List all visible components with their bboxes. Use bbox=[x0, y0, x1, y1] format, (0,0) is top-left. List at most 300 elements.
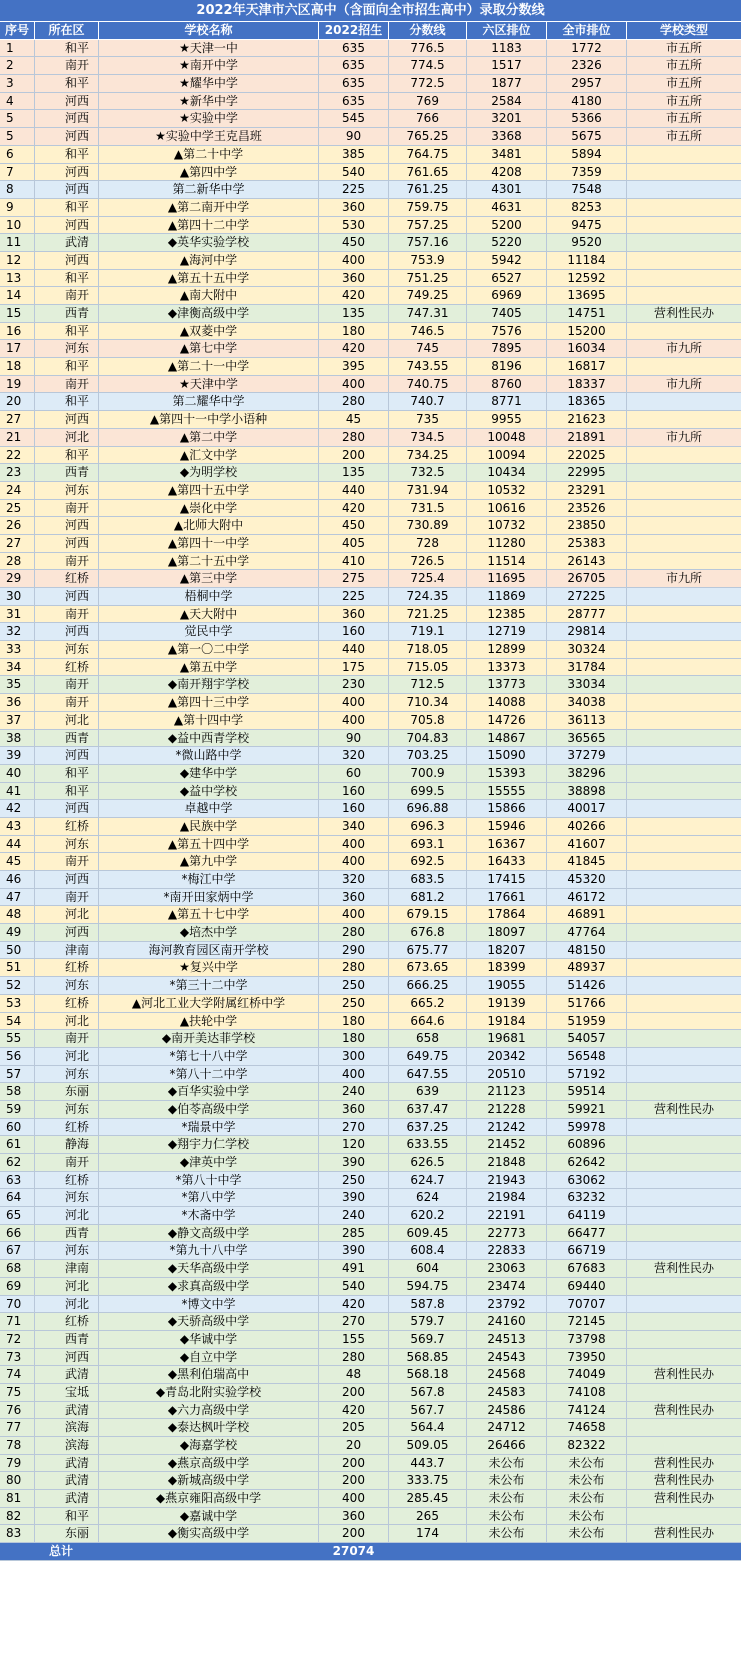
enrollment: 155 bbox=[319, 1331, 389, 1348]
district: 河西 bbox=[35, 93, 99, 110]
row-number: 65 bbox=[0, 1207, 35, 1224]
cutoff-score: 609.45 bbox=[389, 1225, 467, 1242]
city-rank: 40017 bbox=[547, 800, 627, 817]
table-row bbox=[0, 1189, 741, 1207]
table-row bbox=[0, 110, 741, 128]
six-district-rank: 14726 bbox=[467, 712, 547, 729]
school-type bbox=[627, 1419, 741, 1436]
city-rank: 14751 bbox=[547, 305, 627, 322]
district: 河北 bbox=[35, 1207, 99, 1224]
cutoff-score: 608.4 bbox=[389, 1242, 467, 1259]
table-row bbox=[0, 535, 741, 553]
enrollment: 420 bbox=[319, 1296, 389, 1313]
district: 和平 bbox=[35, 1508, 99, 1525]
table-row bbox=[0, 517, 741, 535]
district: 河东 bbox=[35, 482, 99, 499]
row-number: 42 bbox=[0, 800, 35, 817]
school-name: ▲民族中学 bbox=[99, 818, 319, 835]
school-name: ◆津衡高级中学 bbox=[99, 305, 319, 322]
enrollment: 440 bbox=[319, 641, 389, 658]
enrollment: 450 bbox=[319, 517, 389, 534]
six-district-rank: 未公布 bbox=[467, 1455, 547, 1472]
row-number: 66 bbox=[0, 1225, 35, 1242]
enrollment: 635 bbox=[319, 57, 389, 74]
six-district-rank: 12719 bbox=[467, 623, 547, 640]
cutoff-score: 730.89 bbox=[389, 517, 467, 534]
cutoff-score: 764.75 bbox=[389, 146, 467, 163]
row-number: 23 bbox=[0, 464, 35, 481]
row-number: 38 bbox=[0, 730, 35, 747]
enrollment: 240 bbox=[319, 1083, 389, 1100]
city-rank: 70707 bbox=[547, 1296, 627, 1313]
school-name: ▲第七中学 bbox=[99, 340, 319, 357]
table-row bbox=[0, 676, 741, 694]
header-cell: 2022招生 bbox=[319, 22, 389, 39]
district: 南开 bbox=[35, 694, 99, 711]
table-row bbox=[0, 447, 741, 465]
school-name: ▲第二十一中学 bbox=[99, 358, 319, 375]
city-rank: 23291 bbox=[547, 482, 627, 499]
cutoff-score: 658 bbox=[389, 1030, 467, 1047]
enrollment: 410 bbox=[319, 553, 389, 570]
city-rank: 26143 bbox=[547, 553, 627, 570]
city-rank: 41845 bbox=[547, 853, 627, 870]
row-number: 27 bbox=[0, 535, 35, 552]
enrollment: 200 bbox=[319, 1525, 389, 1542]
six-district-rank: 未公布 bbox=[467, 1525, 547, 1542]
enrollment: 225 bbox=[319, 588, 389, 605]
cutoff-score: 757.25 bbox=[389, 217, 467, 234]
six-district-rank: 8771 bbox=[467, 393, 547, 410]
row-number: 15 bbox=[0, 305, 35, 322]
district: 河东 bbox=[35, 641, 99, 658]
row-number: 45 bbox=[0, 853, 35, 870]
cutoff-score: 703.25 bbox=[389, 747, 467, 764]
school-name: ◆海嘉学校 bbox=[99, 1437, 319, 1454]
city-rank: 未公布 bbox=[547, 1455, 627, 1472]
city-rank: 37279 bbox=[547, 747, 627, 764]
district: 河西 bbox=[35, 252, 99, 269]
cutoff-score: 776.5 bbox=[389, 40, 467, 57]
district: 河东 bbox=[35, 1242, 99, 1259]
school-type bbox=[627, 535, 741, 552]
enrollment: 400 bbox=[319, 836, 389, 853]
enrollment: 360 bbox=[319, 1508, 389, 1525]
district: 和平 bbox=[35, 270, 99, 287]
enrollment: 400 bbox=[319, 252, 389, 269]
six-district-rank: 21228 bbox=[467, 1101, 547, 1118]
six-district-rank: 17415 bbox=[467, 871, 547, 888]
row-number: 8 bbox=[0, 181, 35, 198]
school-name: ◆衡实高级中学 bbox=[99, 1525, 319, 1542]
school-type: 营利性民办 bbox=[653, 1491, 714, 1506]
row-number: 18 bbox=[0, 358, 35, 375]
row-number: 24 bbox=[0, 482, 35, 499]
district: 河东 bbox=[35, 836, 99, 853]
enrollment: 160 bbox=[319, 783, 389, 800]
six-district-rank: 10048 bbox=[467, 429, 547, 446]
school-type bbox=[627, 853, 741, 870]
six-district-rank: 6527 bbox=[467, 270, 547, 287]
school-name: ◆翔宇力仁学校 bbox=[99, 1136, 319, 1153]
six-district-rank: 22833 bbox=[467, 1242, 547, 1259]
city-rank: 34038 bbox=[547, 694, 627, 711]
table-row bbox=[0, 1030, 741, 1048]
enrollment: 420 bbox=[319, 500, 389, 517]
row-number: 31 bbox=[0, 606, 35, 623]
city-rank: 59978 bbox=[547, 1119, 627, 1136]
table-row bbox=[0, 977, 741, 995]
city-rank: 63232 bbox=[547, 1189, 627, 1206]
table-row bbox=[0, 1525, 741, 1543]
district: 津南 bbox=[35, 1260, 99, 1277]
cutoff-score: 774.5 bbox=[389, 57, 467, 74]
enrollment: 400 bbox=[319, 1490, 389, 1507]
table-row bbox=[0, 1490, 741, 1508]
district: 南开 bbox=[35, 606, 99, 623]
cutoff-score: 769 bbox=[389, 93, 467, 110]
row-number: 46 bbox=[0, 871, 35, 888]
district: 和平 bbox=[35, 765, 99, 782]
row-number: 80 bbox=[0, 1472, 35, 1489]
six-district-rank: 24568 bbox=[467, 1366, 547, 1383]
row-number: 30 bbox=[0, 588, 35, 605]
school-name: ▲第四十一中学小语种 bbox=[99, 411, 319, 428]
city-rank: 48150 bbox=[547, 942, 627, 959]
district: 武清 bbox=[35, 1472, 99, 1489]
table-row bbox=[0, 1455, 741, 1473]
row-number: 81 bbox=[0, 1490, 35, 1507]
district: 南开 bbox=[35, 57, 99, 74]
enrollment: 200 bbox=[319, 1455, 389, 1472]
enrollment: 491 bbox=[319, 1260, 389, 1277]
table-row bbox=[0, 1048, 741, 1066]
district: 武清 bbox=[35, 1490, 99, 1507]
school-type bbox=[627, 252, 741, 269]
cutoff-score: 265 bbox=[389, 1508, 467, 1525]
six-district-rank: 17864 bbox=[467, 906, 547, 923]
school-type bbox=[627, 1331, 741, 1348]
city-rank: 29814 bbox=[547, 623, 627, 640]
six-district-rank: 9955 bbox=[467, 411, 547, 428]
six-district-rank: 1877 bbox=[467, 75, 547, 92]
cutoff-score: 704.83 bbox=[389, 730, 467, 747]
six-district-rank: 24586 bbox=[467, 1402, 547, 1419]
enrollment: 320 bbox=[319, 747, 389, 764]
school-name: ★天津中学 bbox=[99, 376, 319, 393]
school-type bbox=[627, 1172, 741, 1189]
table-row bbox=[0, 429, 741, 447]
total-label: 总计 bbox=[35, 1543, 99, 1560]
table-row bbox=[0, 358, 741, 376]
school-name: ◆新城高级中学 bbox=[99, 1472, 319, 1489]
enrollment: 360 bbox=[319, 889, 389, 906]
cutoff-score: 757.16 bbox=[389, 234, 467, 251]
school-name: ▲第二南开中学 bbox=[99, 199, 319, 216]
six-district-rank: 24712 bbox=[467, 1419, 547, 1436]
school-type bbox=[627, 1066, 741, 1083]
school-type bbox=[627, 871, 741, 888]
cutoff-score: 740.7 bbox=[389, 393, 467, 410]
district: 武清 bbox=[35, 1402, 99, 1419]
cutoff-score: 587.8 bbox=[389, 1296, 467, 1313]
row-number: 16 bbox=[0, 323, 35, 340]
school-name: ◆六力高级中学 bbox=[99, 1402, 319, 1419]
table-row bbox=[0, 1384, 741, 1402]
six-district-rank: 6969 bbox=[467, 287, 547, 304]
school-name: *第八十中学 bbox=[99, 1172, 319, 1189]
school-type bbox=[627, 1437, 741, 1454]
school-type bbox=[627, 977, 741, 994]
enrollment: 280 bbox=[319, 959, 389, 976]
table-row bbox=[0, 765, 741, 783]
school-name: ▲双菱中学 bbox=[99, 323, 319, 340]
cutoff-score: 568.18 bbox=[389, 1366, 467, 1383]
enrollment: 360 bbox=[319, 1101, 389, 1118]
six-district-rank: 21123 bbox=[467, 1083, 547, 1100]
school-name: ▲第一〇二中学 bbox=[99, 641, 319, 658]
cutoff-score: 734.25 bbox=[389, 447, 467, 464]
enrollment: 360 bbox=[319, 270, 389, 287]
six-district-rank: 10094 bbox=[467, 447, 547, 464]
school-name: ◆为明学校 bbox=[99, 464, 319, 481]
school-name: ▲崇化中学 bbox=[99, 500, 319, 517]
district: 河西 bbox=[35, 747, 99, 764]
city-rank: 18337 bbox=[547, 376, 627, 393]
row-number: 58 bbox=[0, 1083, 35, 1100]
city-rank: 74658 bbox=[547, 1419, 627, 1436]
school-name: ▲第五十四中学 bbox=[99, 836, 319, 853]
city-rank: 12592 bbox=[547, 270, 627, 287]
school-name: ★耀华中学 bbox=[99, 75, 319, 92]
table-row bbox=[0, 942, 741, 960]
school-type bbox=[627, 659, 741, 676]
school-name: ▲北师大附中 bbox=[99, 517, 319, 534]
city-rank: 36565 bbox=[547, 730, 627, 747]
school-type: 营利性民办 bbox=[653, 1101, 714, 1116]
six-district-rank: 5220 bbox=[467, 234, 547, 251]
row-number: 21 bbox=[0, 429, 35, 446]
header-cell: 学校类型 bbox=[659, 23, 708, 37]
cutoff-score: 753.9 bbox=[389, 252, 467, 269]
six-district-rank: 7576 bbox=[467, 323, 547, 340]
school-name: ▲第二中学 bbox=[99, 429, 319, 446]
six-district-rank: 15866 bbox=[467, 800, 547, 817]
district: 河西 bbox=[35, 924, 99, 941]
district: 河西 bbox=[35, 181, 99, 198]
district: 河西 bbox=[35, 623, 99, 640]
city-rank: 66719 bbox=[547, 1242, 627, 1259]
cutoff-score: 568.85 bbox=[389, 1349, 467, 1366]
enrollment: 400 bbox=[319, 1066, 389, 1083]
enrollment: 160 bbox=[319, 800, 389, 817]
six-district-rank: 7895 bbox=[467, 340, 547, 357]
city-rank: 72145 bbox=[547, 1313, 627, 1330]
cutoff-score: 719.1 bbox=[389, 623, 467, 640]
enrollment: 400 bbox=[319, 376, 389, 393]
row-number: 1 bbox=[0, 40, 35, 57]
table-row bbox=[0, 1472, 741, 1490]
district: 和平 bbox=[35, 447, 99, 464]
row-number: 61 bbox=[0, 1136, 35, 1153]
school-name: 海河教育园区南开学校 bbox=[99, 942, 319, 959]
table-row bbox=[0, 889, 741, 907]
total-spacer bbox=[467, 1543, 547, 1560]
table-row bbox=[0, 659, 741, 677]
six-district-rank: 18399 bbox=[467, 959, 547, 976]
cutoff-score: 734.5 bbox=[389, 429, 467, 446]
district: 河西 bbox=[35, 217, 99, 234]
district: 东丽 bbox=[35, 1083, 99, 1100]
city-rank: 51766 bbox=[547, 995, 627, 1012]
row-number: 64 bbox=[0, 1189, 35, 1206]
district: 河西 bbox=[35, 110, 99, 127]
city-rank: 5366 bbox=[547, 110, 627, 127]
district: 武清 bbox=[35, 1455, 99, 1472]
school-name: ◆自立中学 bbox=[99, 1349, 319, 1366]
school-name: ▲第二十五中学 bbox=[99, 553, 319, 570]
row-number: 53 bbox=[0, 995, 35, 1012]
six-district-rank: 5200 bbox=[467, 217, 547, 234]
table-row bbox=[0, 641, 741, 659]
city-rank: 73798 bbox=[547, 1331, 627, 1348]
cutoff-score: 740.75 bbox=[389, 376, 467, 393]
district: 河北 bbox=[35, 1013, 99, 1030]
school-name: ◆益中西青学校 bbox=[99, 730, 319, 747]
district: 和平 bbox=[35, 393, 99, 410]
row-number: 32 bbox=[0, 623, 35, 640]
cutoff-score: 664.6 bbox=[389, 1013, 467, 1030]
six-district-rank: 4208 bbox=[467, 164, 547, 181]
row-number: 51 bbox=[0, 959, 35, 976]
school-name: ★南开中学 bbox=[99, 57, 319, 74]
school-type bbox=[627, 181, 741, 198]
district: 河北 bbox=[35, 1278, 99, 1295]
school-type bbox=[627, 730, 741, 747]
school-type bbox=[627, 641, 741, 658]
six-district-rank: 16433 bbox=[467, 853, 547, 870]
six-district-rank: 21452 bbox=[467, 1136, 547, 1153]
table-title: 2022年天津市六区高中（含面向全市招生高中）录取分数线 bbox=[0, 0, 741, 22]
row-number: 26 bbox=[0, 517, 35, 534]
city-rank: 未公布 bbox=[547, 1525, 627, 1542]
cutoff-score: 675.77 bbox=[389, 942, 467, 959]
cutoff-score: 761.65 bbox=[389, 164, 467, 181]
six-district-rank: 21984 bbox=[467, 1189, 547, 1206]
cutoff-score: 705.8 bbox=[389, 712, 467, 729]
row-number: 77 bbox=[0, 1419, 35, 1436]
school-type bbox=[627, 1083, 741, 1100]
city-rank: 41607 bbox=[547, 836, 627, 853]
row-number: 4 bbox=[0, 93, 35, 110]
school-name: ▲河北工业大学附属红桥中学 bbox=[99, 995, 319, 1012]
header-row bbox=[0, 22, 741, 40]
enrollment: 120 bbox=[319, 1136, 389, 1153]
district: 西青 bbox=[35, 1225, 99, 1242]
district: 西青 bbox=[35, 1331, 99, 1348]
district: 和平 bbox=[35, 783, 99, 800]
school-name: ▲汇文中学 bbox=[99, 447, 319, 464]
cutoff-score: 735 bbox=[389, 411, 467, 428]
district: 河西 bbox=[35, 128, 99, 145]
city-rank: 15200 bbox=[547, 323, 627, 340]
city-rank: 69440 bbox=[547, 1278, 627, 1295]
table-row bbox=[0, 393, 741, 411]
enrollment: 320 bbox=[319, 871, 389, 888]
city-rank: 5675 bbox=[547, 128, 627, 145]
row-number: 11 bbox=[0, 234, 35, 251]
table-row bbox=[0, 606, 741, 624]
cutoff-score: 673.65 bbox=[389, 959, 467, 976]
school-name: ◆静文高级中学 bbox=[99, 1225, 319, 1242]
row-number: 54 bbox=[0, 1013, 35, 1030]
table-row bbox=[0, 570, 741, 588]
school-type bbox=[627, 889, 741, 906]
row-number: 74 bbox=[0, 1366, 35, 1383]
enrollment: 420 bbox=[319, 1402, 389, 1419]
city-rank: 26705 bbox=[547, 570, 627, 587]
table-row bbox=[0, 730, 741, 748]
school-name: *南开田家炳中学 bbox=[99, 889, 319, 906]
table-row bbox=[0, 818, 741, 836]
school-name: ▲海河中学 bbox=[99, 252, 319, 269]
header-cell: 分数线 bbox=[389, 22, 467, 39]
six-district-rank: 5942 bbox=[467, 252, 547, 269]
district: 和平 bbox=[35, 146, 99, 163]
six-district-rank: 19055 bbox=[467, 977, 547, 994]
row-number: 73 bbox=[0, 1349, 35, 1366]
city-rank: 36113 bbox=[547, 712, 627, 729]
cutoff-score: 728 bbox=[389, 535, 467, 552]
row-number: 35 bbox=[0, 676, 35, 693]
enrollment: 390 bbox=[319, 1242, 389, 1259]
school-name: ▲第五十五中学 bbox=[99, 270, 319, 287]
enrollment: 400 bbox=[319, 694, 389, 711]
row-number: 63 bbox=[0, 1172, 35, 1189]
school-type bbox=[627, 694, 741, 711]
header-cell: 全市排位 bbox=[547, 22, 627, 39]
table-row bbox=[0, 924, 741, 942]
district: 东丽 bbox=[35, 1525, 99, 1542]
school-name: ◆天华高级中学 bbox=[99, 1260, 319, 1277]
city-rank: 60896 bbox=[547, 1136, 627, 1153]
table-row bbox=[0, 234, 741, 252]
school-name: ▲天大附中 bbox=[99, 606, 319, 623]
school-type bbox=[627, 482, 741, 499]
city-rank: 22995 bbox=[547, 464, 627, 481]
enrollment: 60 bbox=[319, 765, 389, 782]
row-number: 41 bbox=[0, 783, 35, 800]
six-district-rank: 18097 bbox=[467, 924, 547, 941]
district: 河北 bbox=[35, 1048, 99, 1065]
six-district-rank: 3201 bbox=[467, 110, 547, 127]
table-row bbox=[0, 305, 741, 323]
table-row bbox=[0, 871, 741, 889]
cutoff-score: 745 bbox=[389, 340, 467, 357]
city-rank: 23850 bbox=[547, 517, 627, 534]
school-name: ▲第四十一中学 bbox=[99, 535, 319, 552]
district: 武清 bbox=[35, 1366, 99, 1383]
row-number: 12 bbox=[0, 252, 35, 269]
table-row bbox=[0, 1260, 741, 1278]
row-number: 72 bbox=[0, 1331, 35, 1348]
enrollment: 280 bbox=[319, 924, 389, 941]
school-type bbox=[627, 146, 741, 163]
city-rank: 2957 bbox=[547, 75, 627, 92]
cutoff-score: 567.7 bbox=[389, 1402, 467, 1419]
row-number: 44 bbox=[0, 836, 35, 853]
enrollment: 635 bbox=[319, 75, 389, 92]
